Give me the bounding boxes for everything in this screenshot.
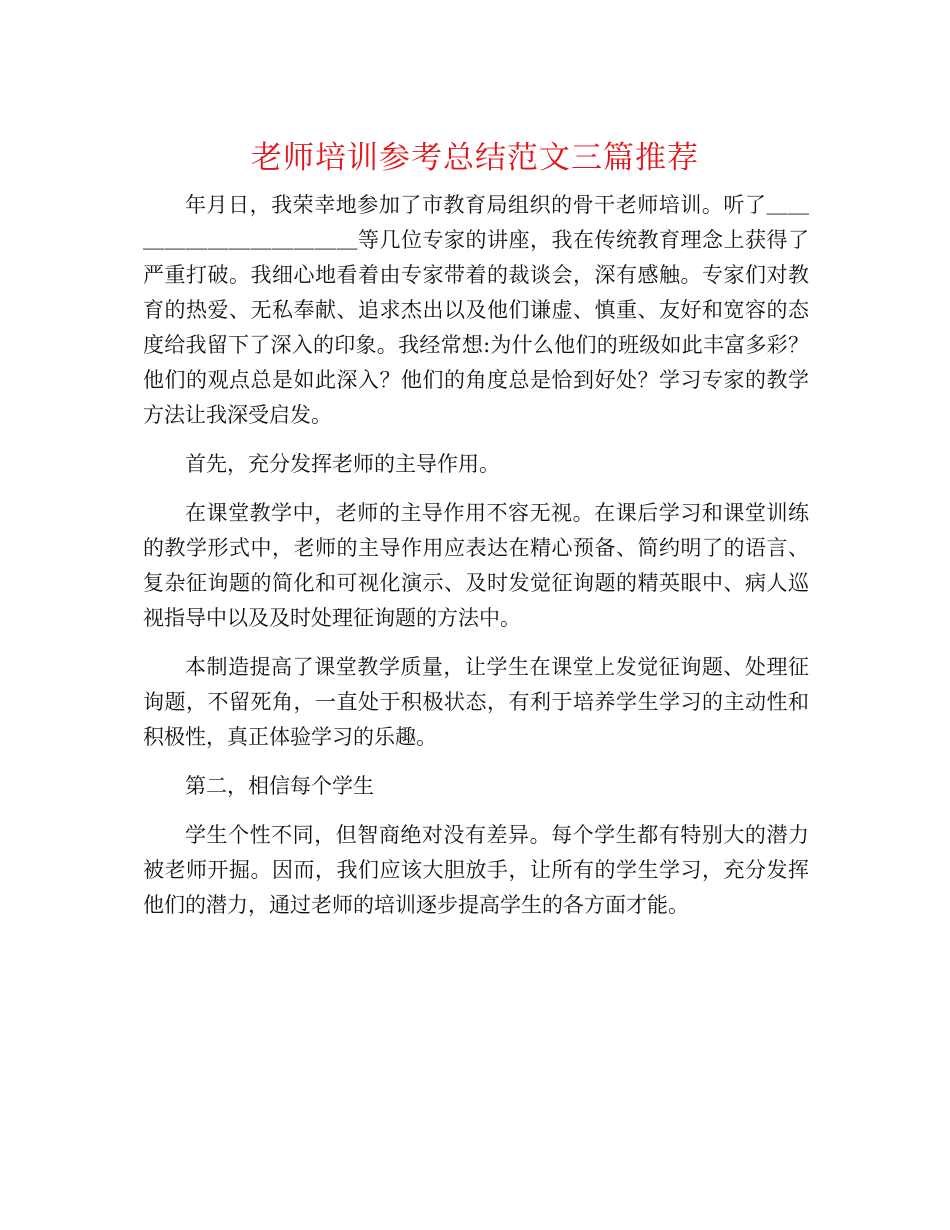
document-body [143,188,809,937]
paragraph-intro: 年月日，我荣幸地参加了市教育局组织的骨干老师培训。听了＿＿＿＿＿＿＿＿＿＿＿＿等几位专家的讲座，我在传统教育理念上获得了严重打破。我细心地看着由专家带着的裁谈会，深有感触。专家们对教育的热爱、无私奉献、追求杰出以及他们谦虚、慎重、友好和宽容的态度给我留下了深入的印象。我经常想:为什么他们的班级如此丰富多彩？他们的观点总是如此深入？他们的角度总是恰到好处？学习专家的教学方法让我深受启发。 [143,193,809,427]
paragraph-quality: 本制造提高了课堂教学质量，让学生在课堂上发觉征询题、处理征询题，不留死角，一直处于积极状态，有利于培养学生学习的主动性和积极性，真正体验学习的乐趣。 [143,655,809,749]
paragraph-students: 学生个性不同，但智商绝对没有差异。每个学生都有特别大的潜力被老师开掘。因而，我们应该大胆放手，让所有的学生学习，充分发挥他们的潜力，通过老师的培训逐步提高学生的各方面才能。 [143,823,809,917]
paragraph-classroom: 在课堂教学中，老师的主导作用不容无视。在课后学习和课堂训练的教学形式中，老师的主导作用应表达在精心预备、简约明了的语言、复杂征询题的简化和可视化演示、及时发觉征询题的精英眼中、病人巡视指导中以及及时处理征询题的方法中。 [143,501,809,630]
document-title: 老师培训参考总结范文三篇推荐 [251,140,699,176]
paragraph-first-point: 首先，充分发挥老师的主导作用。 [185,452,500,476]
paragraph-second-point: 第二，相信每个学生 [185,774,374,798]
